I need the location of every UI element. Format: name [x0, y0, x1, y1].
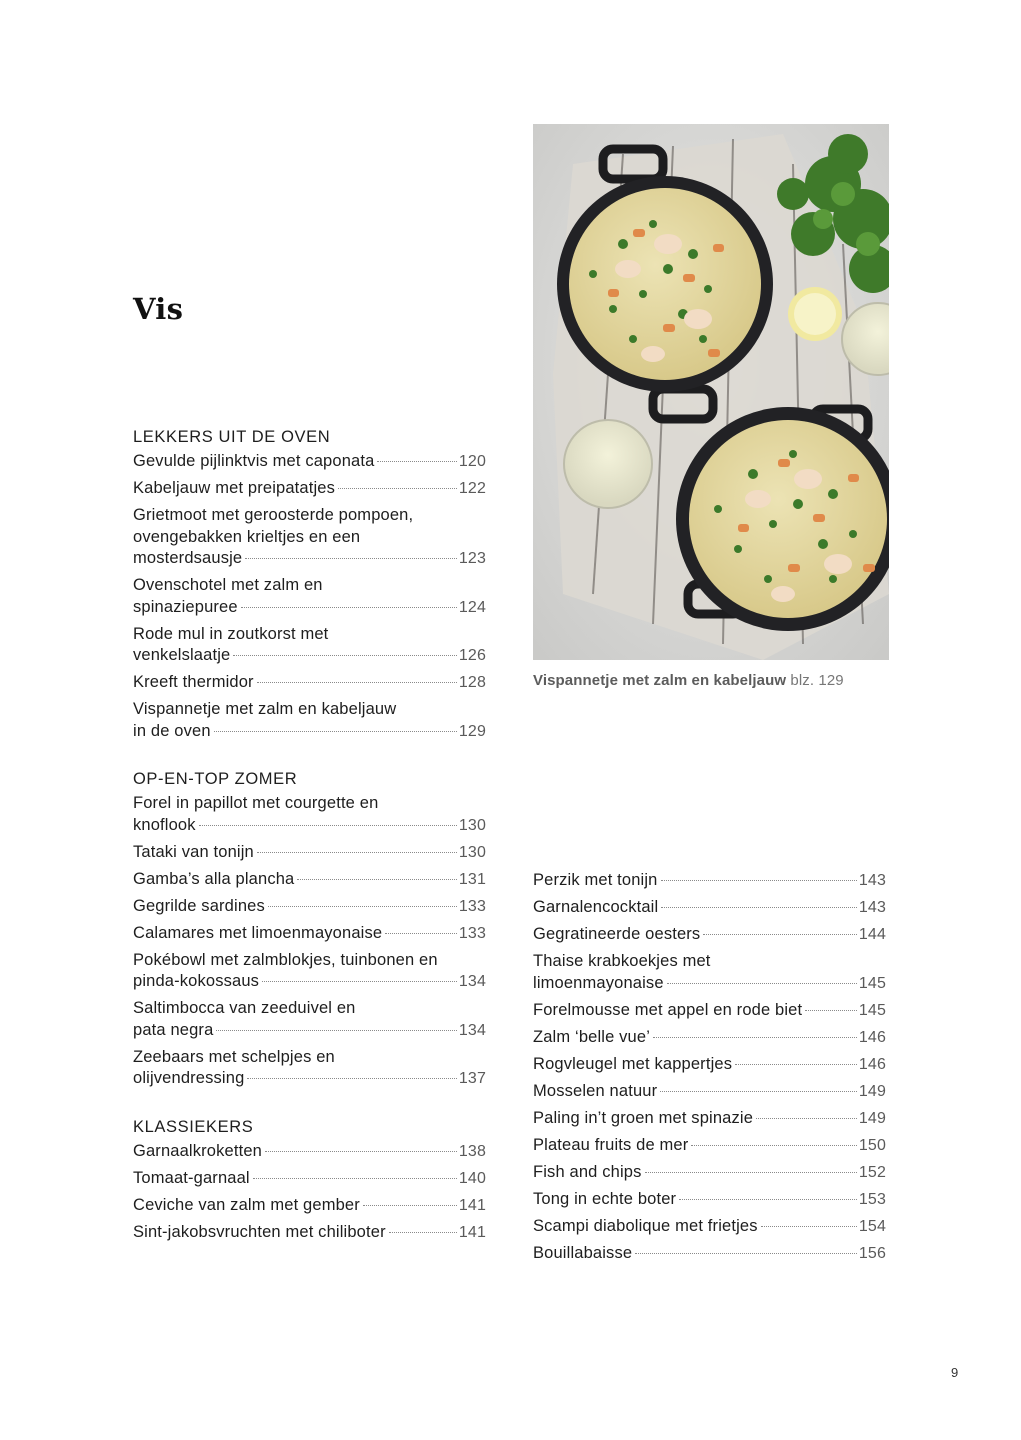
dot-leader: [645, 1172, 857, 1173]
dot-leader: [635, 1253, 857, 1254]
dot-leader: [363, 1205, 457, 1206]
toc-entry[interactable]: [533, 1135, 886, 1157]
entry-title: Kabeljauw met preipatatjes: [133, 479, 336, 497]
entry-title-line: Pokébowl met zalmblokjes, tuinbonen en: [133, 950, 438, 969]
toc-section: [133, 426, 486, 742]
dot-leader: [247, 1078, 456, 1079]
entry-page-number: 134: [458, 973, 486, 990]
entry-title-line: ovengebakken krieltjes en een: [133, 527, 361, 546]
entry-page-number: 153: [858, 1190, 886, 1208]
entry-title: Bouillabaisse: [533, 1243, 633, 1262]
toc-entry[interactable]: [133, 842, 486, 864]
toc-entry[interactable]: [133, 869, 486, 891]
dot-leader: [216, 1030, 456, 1031]
page-number: 9: [951, 1365, 959, 1380]
dot-leader: [241, 607, 457, 608]
toc-entry[interactable]: [133, 1222, 486, 1244]
entry-page-number: 140: [458, 1169, 486, 1187]
entry-title: Ceviche van zalm met gember: [133, 1195, 360, 1214]
dot-leader: [691, 1145, 856, 1146]
dot-leader: [214, 731, 457, 732]
dot-leader: [389, 1232, 457, 1233]
dot-leader: [338, 488, 457, 489]
toc-entry[interactable]: [533, 1054, 886, 1076]
entry-title: Rogvleugel met kappertjes: [533, 1054, 733, 1073]
dot-leader: [377, 461, 456, 462]
entry-page-number: 128: [458, 674, 486, 691]
chapter-title: Vis: [133, 292, 184, 326]
toc-entry[interactable]: [133, 1195, 486, 1217]
dot-leader: [257, 682, 457, 683]
caption-dish: Vispannetje met zalm en kabeljauw: [533, 672, 787, 689]
toc-entry[interactable]: [133, 793, 486, 836]
toc-entry[interactable]: [533, 951, 886, 994]
entry-page-number: 141: [458, 1196, 486, 1214]
dot-leader: [735, 1064, 857, 1065]
dot-leader: [761, 1226, 857, 1227]
entry-page-number: 144: [858, 926, 886, 943]
entry-title-line: Zeebaars met schelpjes en: [133, 1047, 335, 1066]
entry-title: Forelmousse met appel en rode biet: [533, 1000, 803, 1019]
entry-page-number: 134: [458, 1021, 486, 1039]
dot-leader: [661, 880, 857, 881]
entry-title: Gamba’s alla plancha: [133, 869, 295, 888]
toc-entry[interactable]: [533, 897, 886, 919]
entry-page-number: 126: [458, 647, 486, 664]
entry-title: Zalm ‘belle vue’: [533, 1027, 651, 1046]
entry-title: venkelslaatje: [133, 646, 231, 664]
toc-entry[interactable]: [133, 699, 486, 742]
entry-page-number: 149: [858, 1082, 886, 1100]
caption-page-ref: blz. 129: [790, 672, 844, 689]
entry-page-number: 137: [458, 1070, 486, 1087]
toc-entry[interactable]: [133, 478, 486, 500]
entry-page-number: 154: [858, 1217, 886, 1235]
dot-leader: [245, 558, 457, 559]
entry-page-number: 124: [458, 598, 486, 616]
entry-title-line: Forel in papillot met courgette en: [133, 794, 379, 812]
dot-leader: [262, 981, 457, 982]
entry-title: Tong in echte boter: [533, 1189, 677, 1208]
dot-leader: [661, 907, 857, 908]
entry-title-line: Vispannetje met zalm en kabeljauw: [133, 700, 397, 718]
entry-page-number: 143: [858, 899, 886, 916]
entry-title: in de oven: [133, 721, 211, 740]
entry-title: knoflook: [133, 815, 196, 834]
entry-page-number: 149: [858, 1109, 886, 1127]
section-heading: OP-EN-TOP ZOMER: [133, 770, 298, 788]
entry-title: Gevulde pijlinktvis met caponata: [133, 452, 375, 470]
entry-page-number: 150: [858, 1136, 886, 1154]
entry-title: Gegrilde sardines: [133, 896, 265, 915]
entry-page-number: 145: [858, 1001, 886, 1019]
toc-section: [533, 870, 886, 1264]
entry-title: Tomaat-garnaal: [133, 1168, 250, 1187]
entry-page-number: 130: [458, 816, 486, 834]
dot-leader: [253, 1178, 457, 1179]
entry-title: Calamares met limoenmayonaise: [133, 923, 383, 942]
entry-title: Tataki van tonijn: [133, 842, 254, 861]
dot-leader: [703, 934, 857, 935]
toc-entry[interactable]: [533, 1189, 886, 1211]
entry-title: Garnalencocktail: [533, 898, 659, 916]
toc-entry[interactable]: [133, 896, 486, 918]
toc-entry[interactable]: [533, 1162, 886, 1184]
entry-title: Plateau fruits de mer: [533, 1135, 689, 1154]
dot-leader: [385, 933, 457, 934]
dot-leader: [257, 852, 457, 853]
entry-title: Gegratineerde oesters: [533, 925, 701, 943]
toc-entry[interactable]: [533, 1216, 886, 1238]
entry-title: Garnaalkroketten: [133, 1141, 262, 1160]
dot-leader: [265, 1151, 457, 1152]
dish-photo: [533, 124, 889, 660]
entry-title: Perzik met tonijn: [533, 871, 658, 889]
entry-title: spinaziepuree: [133, 597, 238, 616]
entry-page-number: 133: [458, 924, 486, 942]
toc-entry[interactable]: [133, 950, 486, 993]
toc-entry[interactable]: [133, 575, 486, 618]
entry-title-line: Saltimbocca van zeeduivel en: [133, 999, 356, 1017]
entry-page-number: 141: [458, 1223, 486, 1241]
entry-title: Scampi diabolique met frietjes: [533, 1216, 758, 1235]
toc-entry[interactable]: [133, 451, 486, 473]
toc-entry[interactable]: [533, 1027, 886, 1049]
toc-entry[interactable]: [533, 1108, 886, 1130]
toc-section: [133, 1116, 486, 1244]
entry-page-number: 156: [858, 1244, 886, 1262]
toc-entry[interactable]: [133, 672, 486, 694]
entry-title: pata negra: [133, 1020, 214, 1039]
section-heading: KLASSIEKERS: [133, 1117, 254, 1136]
entry-page-number: 133: [458, 897, 486, 915]
entry-title: Mosselen natuur: [533, 1081, 658, 1100]
photo-caption: [533, 672, 844, 689]
entry-page-number: 130: [458, 843, 486, 861]
entry-title-line: Ovenschotel met zalm en: [133, 576, 323, 594]
toc-entry[interactable]: [133, 1168, 486, 1190]
toc-entry[interactable]: [133, 998, 486, 1041]
dot-leader: [297, 879, 456, 880]
dot-leader: [199, 825, 457, 826]
entry-page-number: 129: [458, 722, 486, 740]
entry-page-number: 131: [458, 870, 486, 888]
entry-page-number: 122: [458, 480, 486, 497]
entry-page-number: 123: [458, 550, 486, 567]
dot-leader: [679, 1199, 857, 1200]
entry-title: Sint-jakobsvruchten met chiliboter: [133, 1222, 386, 1241]
entry-title: pinda-kokossaus: [133, 972, 260, 990]
entry-page-number: 138: [458, 1142, 486, 1160]
toc-entry[interactable]: [533, 1243, 886, 1265]
toc-entry[interactable]: [533, 924, 886, 946]
toc-entry[interactable]: [133, 505, 486, 570]
entry-title: Paling in’t groen met spinazie: [533, 1108, 754, 1127]
dot-leader: [233, 655, 457, 656]
entry-page-number: 143: [858, 872, 886, 889]
entry-title-line: Grietmoot met geroosterde pompoen,: [133, 506, 414, 524]
dot-leader: [756, 1118, 857, 1119]
entry-page-number: 120: [458, 453, 486, 470]
toc-entry[interactable]: [133, 923, 486, 945]
entry-title: limoenmayonaise: [533, 973, 664, 992]
toc-entry[interactable]: [533, 870, 886, 892]
dot-leader: [660, 1091, 857, 1092]
dot-leader: [268, 906, 457, 907]
toc-right-column: [533, 870, 886, 1270]
dot-leader: [653, 1037, 857, 1038]
toc-left-column: [133, 426, 486, 1249]
toc-entry[interactable]: [133, 1141, 486, 1163]
toc-section: [133, 768, 486, 1090]
entry-page-number: 146: [858, 1028, 886, 1046]
entry-title: mosterdsausje: [133, 549, 243, 567]
entry-title: Kreeft thermidor: [133, 673, 254, 691]
entry-title: Fish and chips: [533, 1162, 642, 1181]
entry-title-line: Thaise krabkoekjes met: [533, 952, 711, 970]
toc-entry[interactable]: [133, 624, 486, 667]
entry-page-number: 152: [858, 1163, 886, 1181]
toc-entry[interactable]: [533, 1000, 886, 1022]
entry-title: olijvendressing: [133, 1069, 245, 1087]
section-heading: LEKKERS UIT DE OVEN: [133, 428, 331, 446]
entry-title-line: Rode mul in zoutkorst met: [133, 624, 329, 643]
entry-page-number: 145: [858, 974, 886, 992]
toc-entry[interactable]: [133, 1047, 486, 1090]
toc-entry[interactable]: [533, 1081, 886, 1103]
dot-leader: [667, 983, 857, 984]
entry-page-number: 146: [858, 1055, 886, 1073]
dot-leader: [805, 1010, 857, 1011]
